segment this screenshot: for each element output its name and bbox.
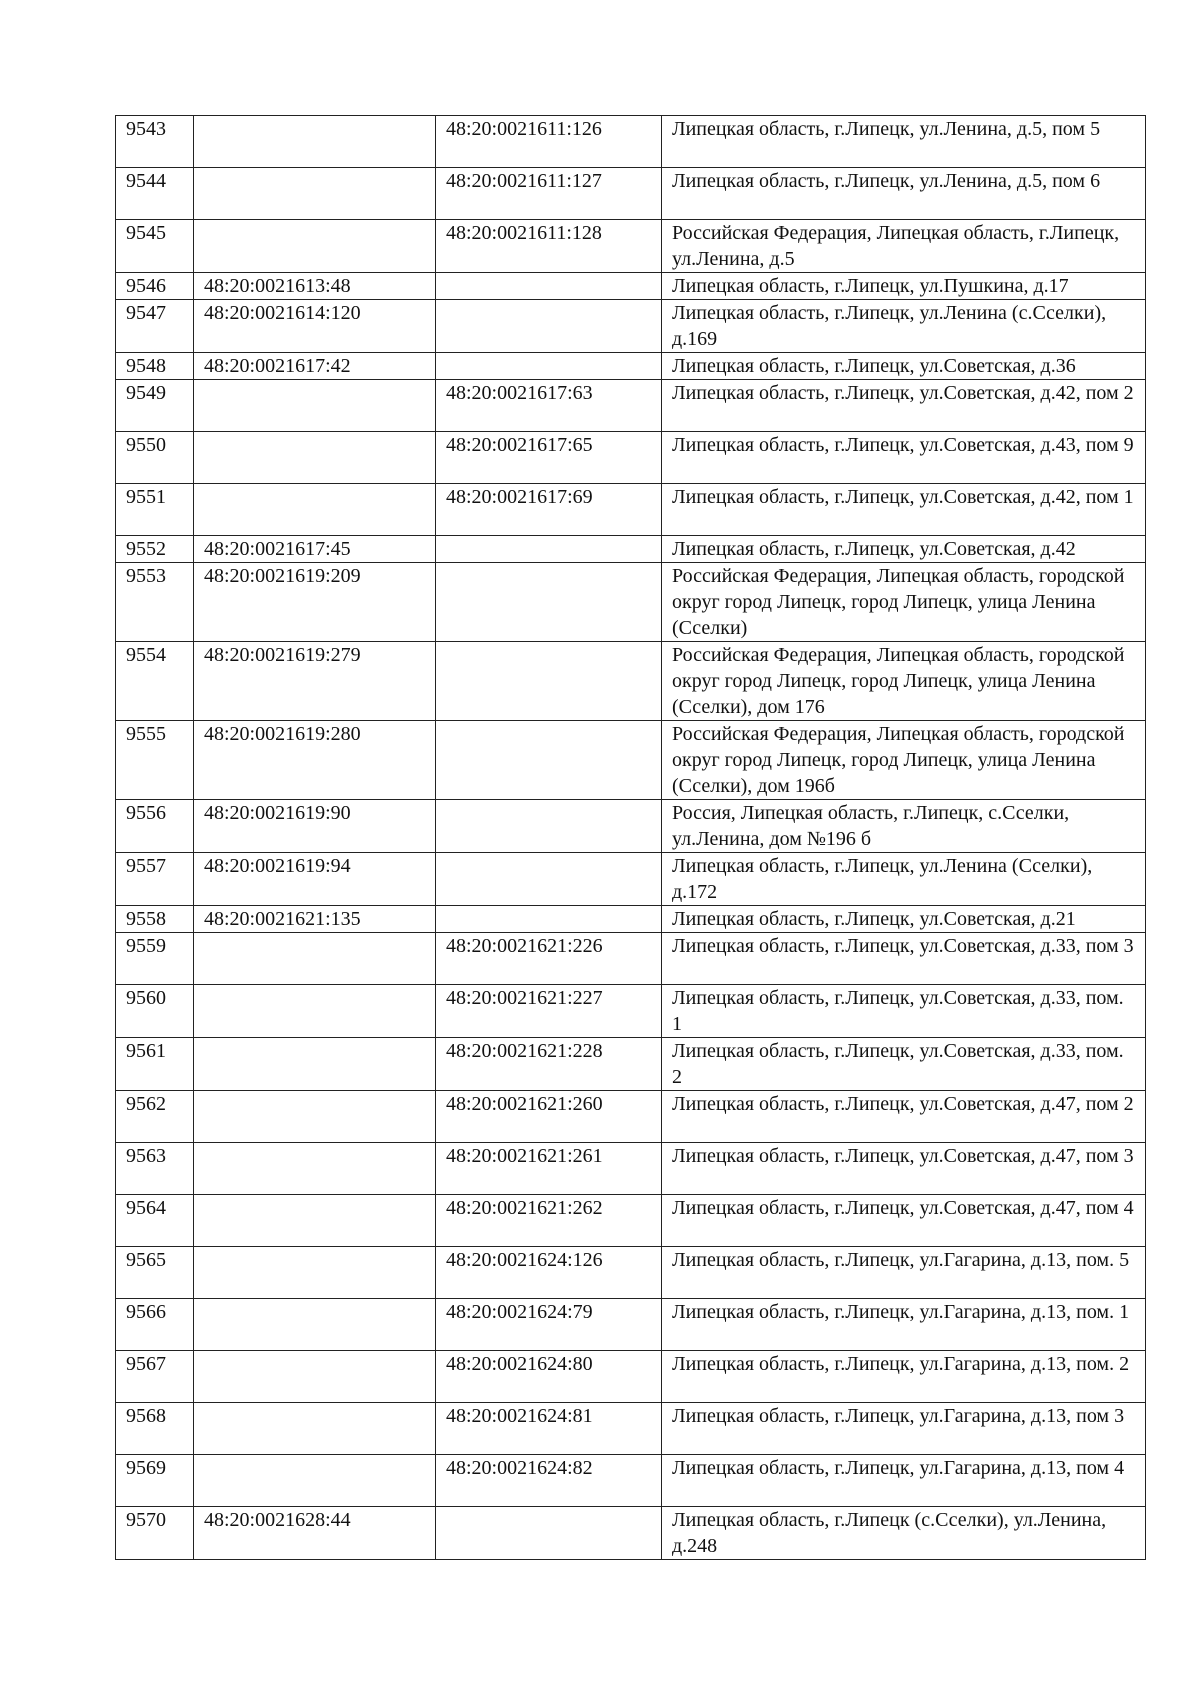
address-cell: Липецкая область, г.Липецк, ул.Советская, д.42 [662,536,1146,563]
table-row [116,1195,1146,1247]
object-cadastral-cell: 48:20:0021617:65 [436,432,662,484]
land-cadastral-cell [194,1455,436,1507]
address-cell: Российская Федерация, Липецкая область, городской округ город Липецк, город Липецк, улица Ленина (Сселки), дом 176 [662,642,1146,721]
table-row [116,1247,1146,1299]
object-cadastral-cell: 48:20:0021624:79 [436,1299,662,1351]
table-row [116,116,1146,168]
table-row [116,642,1146,721]
row-number-cell: 9548 [116,353,194,380]
address-cell: Липецкая область, г.Липецк, ул.Ленина (Сселки), д.172 [662,853,1146,906]
address-cell: Липецкая область, г.Липецк, ул.Гагарина, д.13, пом. 1 [662,1299,1146,1351]
row-number-cell: 9558 [116,906,194,933]
land-cadastral-cell [194,985,436,1038]
table-row [116,721,1146,800]
land-cadastral-cell [194,1403,436,1455]
address-cell: Липецкая область, г.Липецк, ул.Советская, д.43, пом 9 [662,432,1146,484]
land-cadastral-cell [194,484,436,536]
object-cadastral-cell [436,642,662,721]
address-cell: Липецкая область, г.Липецк, ул.Советская, д.21 [662,906,1146,933]
object-cadastral-cell: 48:20:0021617:63 [436,380,662,432]
object-cadastral-cell: 48:20:0021624:81 [436,1403,662,1455]
row-number-cell: 9549 [116,380,194,432]
address-cell: Липецкая область, г.Липецк (с.Сселки), ул.Ленина, д.248 [662,1507,1146,1560]
address-cell: Липецкая область, г.Липецк, ул.Гагарина, д.13, пом. 2 [662,1351,1146,1403]
address-cell: Липецкая область, г.Липецк, ул.Гагарина, д.13, пом. 5 [662,1247,1146,1299]
address-cell: Липецкая область, г.Липецк, ул.Гагарина, д.13, пом 4 [662,1455,1146,1507]
row-number-cell: 9569 [116,1455,194,1507]
land-cadastral-cell [194,1195,436,1247]
address-cell: Липецкая область, г.Липецк, ул.Советская, д.36 [662,353,1146,380]
object-cadastral-cell: 48:20:0021611:126 [436,116,662,168]
table-row [116,273,1146,300]
object-cadastral-cell [436,536,662,563]
row-number-cell: 9556 [116,800,194,853]
land-cadastral-cell [194,1351,436,1403]
table-row [116,432,1146,484]
address-cell: Липецкая область, г.Липецк, ул.Ленина (с.Сселки), д.169 [662,300,1146,353]
table-row [116,1299,1146,1351]
address-cell: Липецкая область, г.Липецк, ул.Гагарина, д.13, пом 3 [662,1403,1146,1455]
table-row [116,1143,1146,1195]
row-number-cell: 9559 [116,933,194,985]
row-number-cell: 9564 [116,1195,194,1247]
address-cell: Липецкая область, г.Липецк, ул.Советская, д.33, пом. 1 [662,985,1146,1038]
row-number-cell: 9567 [116,1351,194,1403]
object-cadastral-cell: 48:20:0021611:128 [436,220,662,273]
address-cell: Липецкая область, г.Липецк, ул.Советская, д.33, пом 3 [662,933,1146,985]
land-cadastral-cell [194,1091,436,1143]
land-cadastral-cell: 48:20:0021619:209 [194,563,436,642]
land-cadastral-cell: 48:20:0021617:42 [194,353,436,380]
object-cadastral-cell [436,906,662,933]
object-cadastral-cell: 48:20:0021621:226 [436,933,662,985]
address-cell: Липецкая область, г.Липецк, ул.Советская, д.33, пом. 2 [662,1038,1146,1091]
row-number-cell: 9545 [116,220,194,273]
object-cadastral-cell [436,721,662,800]
table-row [116,853,1146,906]
row-number-cell: 9565 [116,1247,194,1299]
address-cell: Липецкая область, г.Липецк, ул.Советская, д.42, пом 1 [662,484,1146,536]
object-cadastral-cell: 48:20:0021621:262 [436,1195,662,1247]
table-row [116,1507,1146,1560]
table-row [116,1038,1146,1091]
row-number-cell: 9554 [116,642,194,721]
land-cadastral-cell: 48:20:0021619:90 [194,800,436,853]
table-row [116,168,1146,220]
row-number-cell: 9544 [116,168,194,220]
row-number-cell: 9551 [116,484,194,536]
land-cadastral-cell: 48:20:0021628:44 [194,1507,436,1560]
land-cadastral-cell: 48:20:0021613:48 [194,273,436,300]
object-cadastral-cell [436,853,662,906]
table-row [116,1351,1146,1403]
row-number-cell: 9570 [116,1507,194,1560]
address-cell: Липецкая область, г.Липецк, ул.Советская, д.47, пом 4 [662,1195,1146,1247]
address-cell: Липецкая область, г.Липецк, ул.Советская, д.47, пом 3 [662,1143,1146,1195]
row-number-cell: 9557 [116,853,194,906]
land-cadastral-cell [194,1247,436,1299]
land-cadastral-cell [194,168,436,220]
row-number-cell: 9547 [116,300,194,353]
address-cell: Липецкая область, г.Липецк, ул.Ленина, д.5, пом 5 [662,116,1146,168]
object-cadastral-cell: 48:20:0021624:126 [436,1247,662,1299]
object-cadastral-cell: 48:20:0021617:69 [436,484,662,536]
row-number-cell: 9561 [116,1038,194,1091]
address-cell: Российская Федерация, Липецкая область, городской округ город Липецк, город Липецк, улица Ленина (Сселки), дом 196б [662,721,1146,800]
table-row [116,800,1146,853]
table-row [116,1403,1146,1455]
table-row [116,484,1146,536]
address-cell: Российская Федерация, Липецкая область, г.Липецк, ул.Ленина, д.5 [662,220,1146,273]
row-number-cell: 9546 [116,273,194,300]
row-number-cell: 9552 [116,536,194,563]
table-row [116,933,1146,985]
row-number-cell: 9562 [116,1091,194,1143]
address-cell: Липецкая область, г.Липецк, ул.Ленина, д.5, пом 6 [662,168,1146,220]
object-cadastral-cell [436,353,662,380]
object-cadastral-cell: 48:20:0021621:227 [436,985,662,1038]
object-cadastral-cell [436,800,662,853]
row-number-cell: 9560 [116,985,194,1038]
row-number-cell: 9555 [116,721,194,800]
land-cadastral-cell [194,380,436,432]
object-cadastral-cell: 48:20:0021621:260 [436,1091,662,1143]
row-number-cell: 9550 [116,432,194,484]
registry-table [115,115,1146,1560]
object-cadastral-cell [436,563,662,642]
land-cadastral-cell [194,1143,436,1195]
address-cell: Липецкая область, г.Липецк, ул.Пушкина, д.17 [662,273,1146,300]
object-cadastral-cell: 48:20:0021621:261 [436,1143,662,1195]
table-row [116,536,1146,563]
land-cadastral-cell [194,432,436,484]
land-cadastral-cell [194,1299,436,1351]
object-cadastral-cell [436,300,662,353]
table-row [116,353,1146,380]
land-cadastral-cell: 48:20:0021621:135 [194,906,436,933]
land-cadastral-cell: 48:20:0021619:94 [194,853,436,906]
table-row [116,220,1146,273]
table-row [116,1455,1146,1507]
land-cadastral-cell [194,220,436,273]
object-cadastral-cell: 48:20:0021621:228 [436,1038,662,1091]
table-row [116,906,1146,933]
row-number-cell: 9563 [116,1143,194,1195]
object-cadastral-cell: 48:20:0021611:127 [436,168,662,220]
address-cell: Липецкая область, г.Липецк, ул.Советская, д.42, пом 2 [662,380,1146,432]
land-cadastral-cell: 48:20:0021619:279 [194,642,436,721]
land-cadastral-cell: 48:20:0021617:45 [194,536,436,563]
land-cadastral-cell: 48:20:0021614:120 [194,300,436,353]
table-row [116,985,1146,1038]
table-row [116,300,1146,353]
address-cell: Российская Федерация, Липецкая область, городской округ город Липецк, город Липецк, улица Ленина (Сселки) [662,563,1146,642]
object-cadastral-cell: 48:20:0021624:82 [436,1455,662,1507]
land-cadastral-cell [194,116,436,168]
table-row [116,563,1146,642]
table-row [116,380,1146,432]
row-number-cell: 9568 [116,1403,194,1455]
row-number-cell: 9566 [116,1299,194,1351]
row-number-cell: 9543 [116,116,194,168]
land-cadastral-cell: 48:20:0021619:280 [194,721,436,800]
address-cell: Россия, Липецкая область, г.Липецк, с.Сселки, ул.Ленина, дом №196 б [662,800,1146,853]
object-cadastral-cell [436,273,662,300]
table-row [116,1091,1146,1143]
address-cell: Липецкая область, г.Липецк, ул.Советская, д.47, пом 2 [662,1091,1146,1143]
land-cadastral-cell [194,1038,436,1091]
object-cadastral-cell [436,1507,662,1560]
registry-table-body [116,116,1146,1560]
land-cadastral-cell [194,933,436,985]
row-number-cell: 9553 [116,563,194,642]
object-cadastral-cell: 48:20:0021624:80 [436,1351,662,1403]
